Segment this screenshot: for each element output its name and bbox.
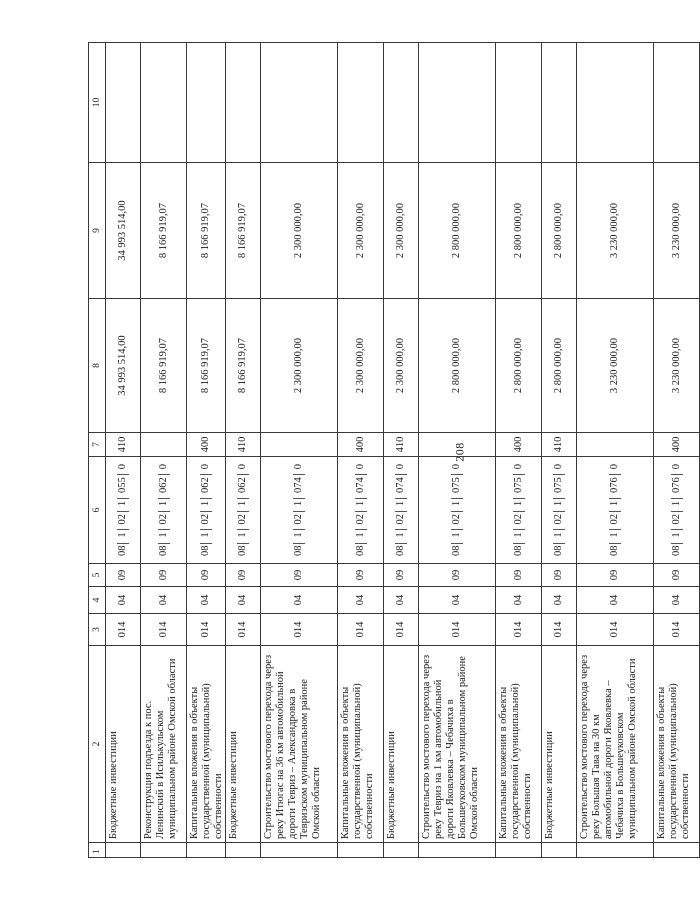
code-part: 0 <box>671 464 683 475</box>
target-article-code <box>158 460 170 560</box>
amount-cell <box>226 43 261 163</box>
amount-cell: 8 166 919,07 <box>187 299 226 433</box>
column-number-row <box>89 43 106 858</box>
amount-cell: 8 166 919,07 <box>226 163 261 299</box>
expense-type-cell: 410 <box>226 433 261 457</box>
amount-cell: 2 300 000,00 <box>261 299 338 433</box>
admin-code-cell: 014 <box>654 614 700 646</box>
table-row <box>384 43 419 858</box>
code-part: 0 <box>451 464 463 475</box>
subsection-cell: 09 <box>141 564 187 587</box>
target-article-cell <box>419 457 496 564</box>
target-article-code <box>293 460 305 560</box>
section-cell: 04 <box>141 587 187 614</box>
expense-type-cell: 410 <box>106 433 141 457</box>
budget-table <box>88 42 700 858</box>
code-part: 1 <box>395 501 407 512</box>
subsection-cell: 09 <box>226 564 261 587</box>
section-cell: 04 <box>542 587 577 614</box>
subsection-cell: 09 <box>419 564 496 587</box>
amount-cell: 2 800 000,00 <box>419 163 496 299</box>
code-part: 1 <box>355 501 367 512</box>
budget-table-rotated <box>88 43 691 858</box>
code-part: 0 <box>237 464 249 475</box>
code-part: 08 <box>200 545 211 556</box>
code-part: 08 <box>609 545 620 556</box>
code-part: 062 <box>158 477 170 499</box>
code-part: 062 <box>200 477 212 499</box>
code-part: 0 <box>395 464 407 475</box>
admin-code-cell: 014 <box>577 614 654 646</box>
expense-type-cell <box>141 433 187 457</box>
code-part: 1 <box>671 532 683 543</box>
table-row <box>577 43 654 858</box>
code-part: 1 <box>553 532 565 543</box>
target-article-cell <box>384 457 419 564</box>
target-article-cell <box>106 457 141 564</box>
row-index-cell <box>419 843 496 858</box>
amount-cell: 3 230 000,00 <box>654 299 700 433</box>
admin-code-cell: 014 <box>141 614 187 646</box>
target-article-code <box>117 460 129 560</box>
row-index-cell <box>261 843 338 858</box>
row-index-cell <box>338 843 384 858</box>
amount-cell <box>577 43 654 163</box>
code-part: 1 <box>117 532 129 543</box>
subsection-cell: 09 <box>261 564 338 587</box>
column-number: 7 <box>89 433 106 457</box>
code-part: 1 <box>451 532 463 543</box>
expense-type-cell <box>577 433 654 457</box>
table-row <box>496 43 542 858</box>
target-article-cell <box>187 457 226 564</box>
target-article-cell <box>226 457 261 564</box>
amount-cell: 2 800 000,00 <box>496 163 542 299</box>
code-part: 1 <box>158 532 170 543</box>
item-name-cell: Капитальные вложения в объекты государственной (муниципальной) собственности <box>496 646 542 843</box>
code-part: 08 <box>237 545 248 556</box>
item-name-cell: Капитальные вложения в объекты государственной (муниципальной) собственности <box>187 646 226 843</box>
expense-type-cell <box>261 433 338 457</box>
target-article-code <box>237 460 249 560</box>
amount-cell: 8 166 919,07 <box>187 163 226 299</box>
column-number: 4 <box>89 587 106 614</box>
table-row <box>338 43 384 858</box>
admin-code-cell: 014 <box>496 614 542 646</box>
column-number: 3 <box>89 614 106 646</box>
expense-type-cell: 400 <box>338 433 384 457</box>
target-article-code <box>513 460 525 560</box>
row-index-cell <box>384 843 419 858</box>
code-part: 1 <box>451 501 463 512</box>
subsection-cell: 09 <box>496 564 542 587</box>
code-part: 08 <box>553 545 564 556</box>
table-row <box>106 43 141 858</box>
section-cell: 04 <box>261 587 338 614</box>
admin-code-cell: 014 <box>226 614 261 646</box>
code-part: 02 <box>395 514 407 531</box>
subsection-cell: 09 <box>384 564 419 587</box>
subsection-cell: 09 <box>577 564 654 587</box>
amount-cell <box>496 43 542 163</box>
amount-cell <box>338 43 384 163</box>
code-part: 1 <box>553 501 565 512</box>
amount-cell: 2 300 000,00 <box>384 163 419 299</box>
amount-cell <box>654 43 700 163</box>
item-name-cell: Капитальные вложения в объекты государственной (муниципальной) собственности <box>654 646 700 843</box>
code-part: 08 <box>512 545 524 556</box>
section-cell: 04 <box>106 587 141 614</box>
expense-type-cell: 410 <box>542 433 577 457</box>
amount-cell: 2 300 000,00 <box>338 163 384 299</box>
target-article-cell <box>577 457 654 564</box>
code-part: 1 <box>237 532 249 543</box>
target-article-code <box>671 460 683 560</box>
subsection-cell: 09 <box>106 564 141 587</box>
code-part: 02 <box>293 514 305 531</box>
amount-cell: 3 230 000,00 <box>577 163 654 299</box>
column-number: 5 <box>89 564 106 587</box>
expense-type-cell: 400 <box>496 433 542 457</box>
code-part: 02 <box>158 514 170 531</box>
item-name-cell: Строительство мостового перехода через реку Тевриз на 1 км автомобильной дороги Яковлевка – Чебачиха в Большеуковском муниципальном районе Омской области <box>419 646 496 843</box>
table-row <box>542 43 577 858</box>
code-part: 1 <box>293 501 305 512</box>
target-article-code <box>553 460 565 560</box>
admin-code-cell: 014 <box>106 614 141 646</box>
table-row <box>419 43 496 858</box>
section-cell: 04 <box>226 587 261 614</box>
table-row <box>261 43 338 858</box>
admin-code-cell: 014 <box>542 614 577 646</box>
amount-cell: 2 300 000,00 <box>338 299 384 433</box>
code-part: 1 <box>237 501 249 512</box>
expense-type-cell <box>419 433 496 457</box>
subsection-cell: 09 <box>187 564 226 587</box>
code-part: 062 <box>237 477 249 499</box>
section-cell: 04 <box>419 587 496 614</box>
target-article-code <box>395 460 407 560</box>
table-row <box>654 43 700 858</box>
subsection-cell: 09 <box>338 564 384 587</box>
code-part: 1 <box>513 532 525 543</box>
target-article-code <box>200 460 212 560</box>
code-part: 0 <box>200 464 212 475</box>
code-part: 08 <box>451 545 462 556</box>
code-part: 1 <box>609 501 621 512</box>
code-part: 0 <box>553 464 565 475</box>
code-part: 1 <box>513 501 525 512</box>
item-name-cell: Бюджетные инвестиции <box>226 646 261 843</box>
admin-code-cell: 014 <box>338 614 384 646</box>
table-row <box>187 43 226 858</box>
code-part: 1 <box>200 501 212 512</box>
table-row <box>226 43 261 858</box>
section-cell: 04 <box>338 587 384 614</box>
code-part: 02 <box>671 514 683 531</box>
target-article-cell <box>542 457 577 564</box>
code-part: 1 <box>158 501 170 512</box>
amount-cell: 34 993 514,00 <box>106 163 141 299</box>
amount-cell <box>261 43 338 163</box>
code-part: 075 <box>553 477 565 499</box>
code-part: 076 <box>671 477 683 499</box>
amount-cell <box>542 43 577 163</box>
admin-code-cell: 014 <box>187 614 226 646</box>
code-part: 1 <box>117 501 129 512</box>
row-index-cell <box>106 843 141 858</box>
item-name-cell: Строительство мостового перехода через реку Итюгас на 36 км автомобильной дороги Тевриз – Александровка в Тевризском муниципальном районе Омской области <box>261 646 338 843</box>
expense-type-cell: 400 <box>187 433 226 457</box>
column-number: 6 <box>89 457 106 564</box>
code-part: 02 <box>237 514 249 531</box>
amount-cell: 2 300 000,00 <box>261 163 338 299</box>
amount-cell: 2 800 000,00 <box>419 299 496 433</box>
code-part: 08 <box>157 545 169 556</box>
code-part: 0 <box>513 464 525 475</box>
amount-cell: 2 800 000,00 <box>542 163 577 299</box>
section-cell: 04 <box>187 587 226 614</box>
code-part: 02 <box>117 514 129 531</box>
amount-cell: 2 800 000,00 <box>496 299 542 433</box>
code-part: 074 <box>395 477 407 499</box>
amount-cell <box>419 43 496 163</box>
amount-cell <box>384 43 419 163</box>
amount-cell: 3 230 000,00 <box>577 299 654 433</box>
code-part: 055 <box>117 477 129 499</box>
item-name-cell: Строительство мостового перехода через реку Большая Тава на 30 км автомобильной дороги Яковлевка – Чебачиха в Большеуковском муниципальном районе Омской области <box>577 646 654 843</box>
row-index-cell <box>542 843 577 858</box>
target-article-cell <box>654 457 700 564</box>
code-part: 02 <box>355 514 367 531</box>
amount-cell: 8 166 919,07 <box>141 299 187 433</box>
target-article-cell <box>338 457 384 564</box>
admin-code-cell: 014 <box>261 614 338 646</box>
target-article-code <box>355 460 367 560</box>
row-index-cell <box>577 843 654 858</box>
code-part: 02 <box>451 514 463 531</box>
code-part: 1 <box>671 501 683 512</box>
target-article-code <box>609 460 621 560</box>
code-part: 1 <box>395 532 407 543</box>
column-number: 9 <box>89 163 106 299</box>
amount-cell: 2 800 000,00 <box>542 299 577 433</box>
code-part: 0 <box>355 464 367 475</box>
code-part: 08 <box>354 545 366 556</box>
amount-cell: 34 993 514,00 <box>106 299 141 433</box>
amount-cell: 2 300 000,00 <box>384 299 419 433</box>
row-index-cell <box>654 843 700 858</box>
column-number: 1 <box>89 843 106 858</box>
admin-code-cell: 014 <box>419 614 496 646</box>
code-part: 02 <box>609 514 621 531</box>
expense-type-cell: 400 <box>654 433 700 457</box>
code-part: 074 <box>355 477 367 499</box>
code-part: 074 <box>293 477 305 499</box>
amount-cell <box>141 43 187 163</box>
code-part: 02 <box>200 514 212 531</box>
code-part: 1 <box>200 532 212 543</box>
code-part: 08 <box>670 545 682 556</box>
target-article-code <box>451 460 463 560</box>
code-part: 075 <box>451 477 463 499</box>
table-row <box>141 43 187 858</box>
admin-code-cell: 014 <box>384 614 419 646</box>
target-article-cell <box>261 457 338 564</box>
amount-cell: 8 166 919,07 <box>141 163 187 299</box>
target-article-cell <box>141 457 187 564</box>
item-name-cell: Бюджетные инвестиции <box>384 646 419 843</box>
amount-cell: 8 166 919,07 <box>226 299 261 433</box>
column-number: 10 <box>89 43 106 163</box>
code-part: 0 <box>158 464 170 475</box>
amount-cell <box>106 43 141 163</box>
amount-cell: 3 230 000,00 <box>654 163 700 299</box>
code-part: 1 <box>293 532 305 543</box>
row-index-cell <box>141 843 187 858</box>
amount-cell <box>187 43 226 163</box>
item-name-cell: Бюджетные инвестиции <box>542 646 577 843</box>
target-article-cell <box>496 457 542 564</box>
code-part: 075 <box>513 477 525 499</box>
column-number: 8 <box>89 299 106 433</box>
code-part: 08 <box>395 545 406 556</box>
item-name-cell: Реконструкция подъезда к пос. Ленинский в Исилькульском муниципальном районе Омской области <box>141 646 187 843</box>
code-part: 0 <box>609 464 621 475</box>
section-cell: 04 <box>496 587 542 614</box>
section-cell: 04 <box>384 587 419 614</box>
expense-type-cell: 410 <box>384 433 419 457</box>
code-part: 08 <box>293 545 304 556</box>
section-cell: 04 <box>654 587 700 614</box>
code-part: 02 <box>513 514 525 531</box>
code-part: 076 <box>609 477 621 499</box>
item-name-cell: Бюджетные инвестиции <box>106 646 141 843</box>
code-part: 0 <box>293 464 305 475</box>
section-cell: 04 <box>577 587 654 614</box>
page-number: 208 <box>452 442 467 462</box>
column-number: 2 <box>89 646 106 843</box>
row-index-cell <box>496 843 542 858</box>
subsection-cell: 09 <box>542 564 577 587</box>
code-part: 1 <box>609 532 621 543</box>
code-part: 1 <box>355 532 367 543</box>
code-part: 0 <box>117 464 129 475</box>
item-name-cell: Капитальные вложения в объекты государственной (муниципальной) собственности <box>338 646 384 843</box>
row-index-cell <box>187 843 226 858</box>
code-part: 08 <box>117 545 128 556</box>
code-part: 02 <box>553 514 565 531</box>
subsection-cell: 09 <box>654 564 700 587</box>
row-index-cell <box>226 843 261 858</box>
